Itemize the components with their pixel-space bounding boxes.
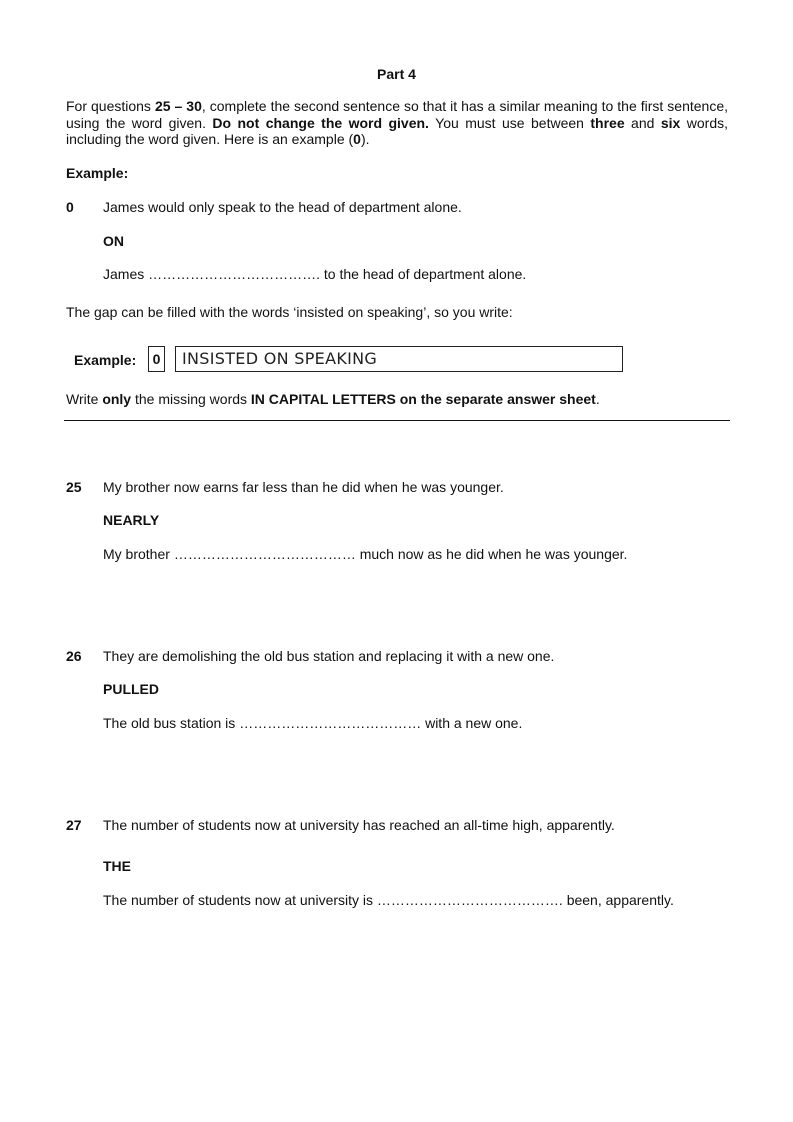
- example-gap: ……………………………….: [148, 266, 321, 282]
- question-transformed-sentence: [103, 546, 627, 563]
- example-transformed-sentence: [103, 266, 526, 283]
- question-start: The old bus station is: [103, 715, 240, 731]
- example-answer-box: INSISTED ON SPEAKING: [175, 346, 623, 372]
- question-start: The number of students now at university is: [103, 892, 377, 908]
- instr-text-3: You must use between: [428, 114, 591, 131]
- write-note-text-3: .: [595, 391, 600, 407]
- question-start: My brother: [103, 546, 174, 562]
- instr-text-5: words, including the word given. Here is an example (: [66, 114, 729, 147]
- question-end: been, apparently.: [562, 892, 674, 908]
- question-number: 27: [66, 817, 82, 833]
- question-gap: …………………………………: [173, 546, 356, 562]
- question-keyword: THE: [103, 858, 131, 874]
- question-keyword: PULLED: [103, 681, 159, 697]
- example-heading: Example:: [66, 165, 129, 181]
- example-keyword: ON: [103, 233, 124, 249]
- question-end: with a new one.: [421, 715, 523, 731]
- instr-text-1: For questions: [66, 98, 155, 114]
- write-note-text-2: the missing words: [131, 391, 251, 407]
- question-sentence: My brother now earns far less than he did when he was younger.: [103, 479, 504, 495]
- question-transformed-sentence: [103, 892, 674, 909]
- instructions-paragraph: [66, 98, 728, 148]
- instr-max-words: six: [660, 114, 681, 131]
- instr-question-range: 25 – 30: [154, 98, 202, 114]
- section-divider: [64, 420, 730, 421]
- example-end: to the head of department alone.: [320, 266, 527, 282]
- question-number: 26: [66, 648, 82, 664]
- instr-example-number: 0: [353, 131, 361, 147]
- write-note: [66, 391, 600, 408]
- question-transformed-sentence: [103, 715, 522, 732]
- instr-min-words: three: [590, 114, 625, 131]
- example-number: 0: [66, 199, 74, 215]
- question-sentence: They are demolishing the old bus station and replacing it with a new one.: [103, 648, 555, 664]
- part-title: Part 4: [377, 66, 416, 82]
- instr-text-2: , complete the second sentence so that it has a similar meaning to the first sentence, using the word given.: [66, 98, 728, 131]
- example-sentence: James would only speak to the head of department alone.: [103, 199, 462, 215]
- question-number: 25: [66, 479, 82, 495]
- question-end: much now as he did when he was younger.: [355, 546, 628, 562]
- instr-do-not-change: Do not change the word given.: [212, 114, 429, 131]
- instr-text-4: and: [624, 114, 661, 131]
- question-keyword: NEARLY: [103, 512, 160, 528]
- write-note-capitals: IN CAPITAL LETTERS on the separate answer sheet: [250, 391, 596, 407]
- example-box-label: Example:: [74, 352, 137, 368]
- example-explanation: The gap can be filled with the words ‘insisted on speaking’, so you write:: [66, 304, 513, 320]
- question-sentence: The number of students now at university has reached an all-time high, apparently.: [103, 817, 615, 833]
- write-note-only: only: [102, 391, 132, 407]
- example-start: James: [103, 266, 149, 282]
- write-note-text-1: Write: [66, 391, 103, 407]
- question-gap: ………………………………….: [376, 892, 563, 908]
- question-gap: …………………………………: [239, 715, 422, 731]
- instr-text-6: ).: [360, 131, 370, 147]
- example-box-number: 0: [148, 346, 165, 372]
